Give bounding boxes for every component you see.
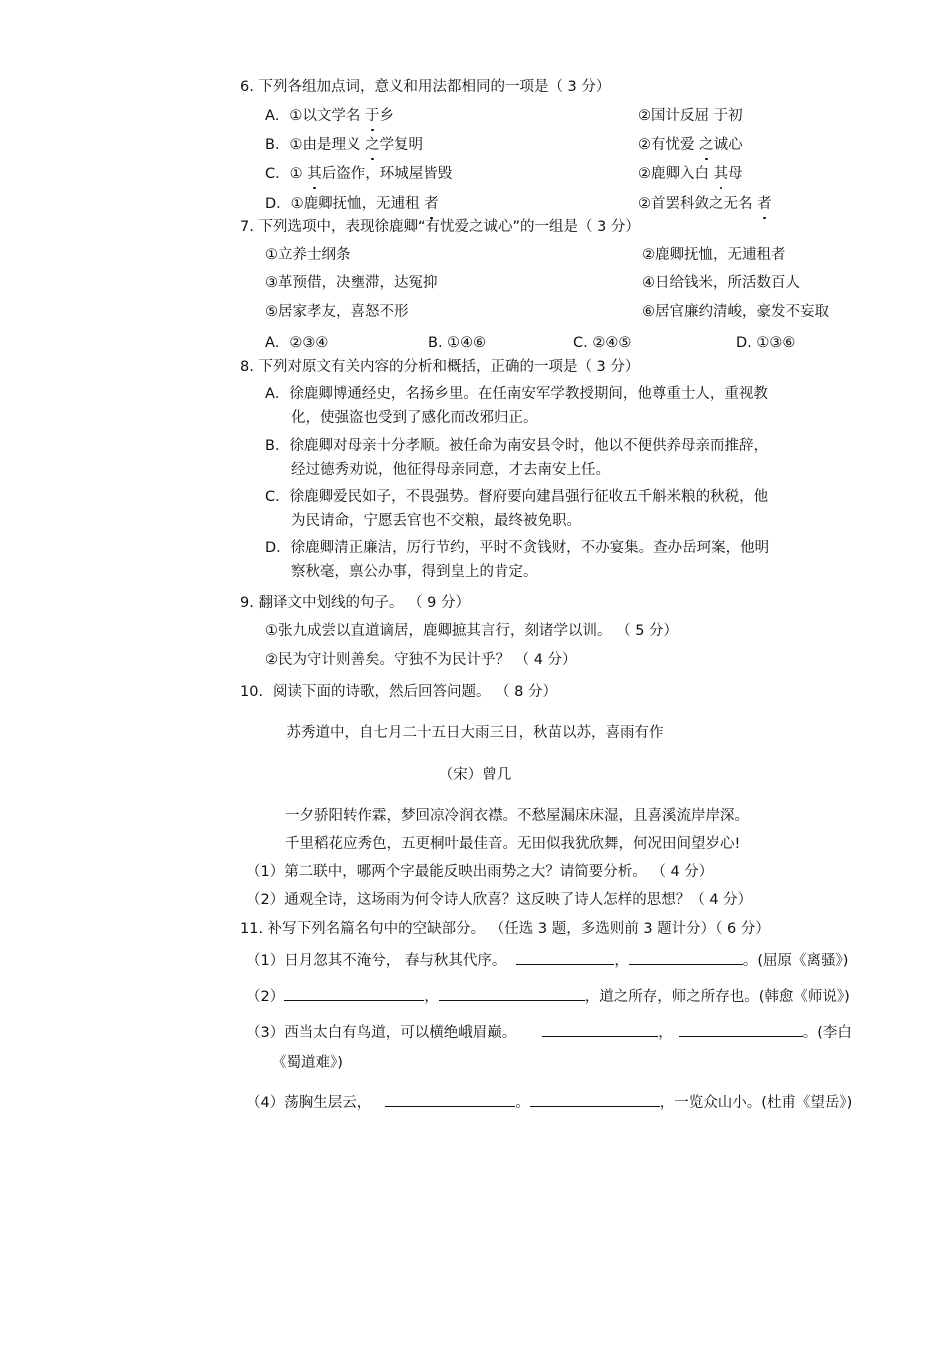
answer-blank[interactable] [439, 984, 585, 1001]
q6-option-b-left: B．①由是理义 之学复明 [265, 137, 424, 153]
emphasis-dot: 者 [424, 196, 439, 212]
q9-sentence-1: ①张九成尝以直道谪居，鹿卿摭其言行，刻诸学以训。 （ 5 分） [265, 623, 679, 639]
q11-fill-4: （4）荡胸生层云， 。 ，一览众山小。(杜甫《望岳》) [246, 1090, 852, 1113]
emphasis-dot: 之 [699, 137, 714, 153]
q8-option-b: B．徐鹿卿对母亲十分孝顺。被任命为南安县令时，他以不便供养母亲而推辞， [265, 438, 768, 454]
emphasis-dot: 者 [757, 196, 772, 212]
q8-option-a: A．徐鹿卿博通经史，名扬乡里。在任南安军学教授期间，他尊重士人，重视教 [265, 386, 768, 402]
q6-option-a-right: ②国计反屈 于初 [638, 108, 743, 124]
poem-author: （宋）曾几 [438, 767, 512, 783]
answer-blank[interactable] [385, 1090, 515, 1107]
q7-item-4: ④日给钱米，所活数百人 [642, 275, 800, 291]
poem-line-1: 一夕骄阳转作霖，梦回凉冷润衣襟。不愁屋漏床床湿，且喜溪流岸岸深。 [285, 808, 749, 824]
q7-item-2: ②鹿卿抚恤，无逋租者 [642, 247, 786, 263]
q8-option-c: C．徐鹿卿爱民如子，不畏强势。督府要向建昌强行征收五千斛米粮的秋税，他 [265, 489, 769, 505]
q6-option-b-right: ②有忧爱 之诚心 [638, 137, 743, 153]
q6-option-d-right: ②首罢科敛之无名 者 [638, 196, 772, 212]
q9-stem: 9. 翻译文中划线的句子。 （ 9 分） [240, 595, 470, 611]
q9-sentence-2: ②民为守计则善矣。守独不为民计乎？ （ 4 分） [265, 652, 577, 668]
q8-option-d: D．徐鹿卿清正廉洁，厉行节约，平时不贪钱财，不办宴集。查办岳珂案，他明 [265, 540, 770, 556]
q7-choice-b: B. ①④⑥ [428, 335, 487, 351]
q7-choice-c: C. ②④⑤ [573, 335, 632, 351]
q7-item-5: ⑤居家孝友，喜怒不形 [265, 304, 409, 320]
emphasis-dot: 其 [307, 166, 322, 182]
q6-option-a-left: A．①以文学名 于乡 [265, 108, 395, 124]
answer-blank[interactable] [516, 948, 614, 965]
q8-option-c-cont: 为民请命，宁愿丢官也不交粮，最终被免职。 [291, 513, 581, 529]
q10-subquestion-1: （1）第二联中，哪两个字最能反映出雨势之大？请简要分析。 （ 4 分） [246, 864, 714, 880]
q11-fill-3-source: 《蜀道难》) [272, 1055, 343, 1071]
q11-fill-3: （3）西当太白有鸟道，可以横绝峨眉巅。 ， 。(李白 [246, 1020, 852, 1043]
q8-stem: 8. 下列对原文有关内容的分析和概括，正确的一项是（ 3 分） [240, 359, 640, 375]
emphasis-dot: 于 [365, 108, 380, 124]
q6-stem: 6. 下列各组加点词，意义和用法都相同的一项是（ 3 分） [240, 79, 611, 95]
q6-option-c-left: C．① 其后盗作，环城屋皆毁 [265, 166, 453, 182]
answer-blank[interactable] [530, 1090, 660, 1107]
q7-choice-d: D. ①③⑥ [736, 335, 796, 351]
q8-option-d-cont: 察秋毫，禀公办事，得到皇上的肯定。 [291, 564, 538, 580]
answer-blank[interactable] [679, 1020, 803, 1037]
q11-fill-1: （1）日月忽其不淹兮， 春与秋其代序。 ， 。(屈原《离骚》) [246, 948, 848, 971]
answer-blank[interactable] [629, 948, 743, 965]
q7-choice-a: A．②③④ [265, 335, 329, 351]
q6-option-c-right: ②鹿卿入白 其母 [638, 166, 743, 182]
q10-subquestion-2: （2）通观全诗，这场雨为何令诗人欣喜？这反映了诗人怎样的思想？（ 4 分） [246, 892, 753, 908]
q11-fill-2: （2） ， ，道之所存，师之所存也。(韩愈《师说》) [246, 984, 850, 1007]
poem-line-2: 千里稻花应秀色，五更桐叶最佳音。无田似我犹欣舞，何况田间望岁心! [285, 836, 741, 852]
emphasis-dot: 其 [713, 166, 729, 182]
q11-stem: 11. 补写下列名篇名句中的空缺部分。 （任选 3 题，多选则前 3 题计分）（ 6 分） [240, 921, 770, 937]
q7-item-1: ①立养士纲条 [265, 247, 351, 263]
q7-item-3: ③革预借，决壅滞，达冤抑 [265, 275, 438, 291]
answer-blank[interactable] [542, 1020, 658, 1037]
q7-stem: 7. 下列选项中，表现徐鹿卿“有忧爱之诚心”的一组是（ 3 分） [240, 219, 640, 235]
emphasis-dot: 之 [365, 137, 380, 153]
q6-option-d-left: D．①鹿卿抚恤，无逋租 者 [265, 196, 439, 212]
q10-stem: 10．阅读下面的诗歌，然后回答问题。 （ 8 分） [240, 684, 558, 700]
poem-title: 苏秀道中，自七月二十五日大雨三日，秋苗以苏，喜雨有作 [286, 725, 664, 741]
answer-blank[interactable] [284, 984, 424, 1001]
q8-option-b-cont: 经过德秀劝说，他征得母亲同意，才去南安上任。 [291, 462, 610, 478]
q7-item-6: ⑥居官廉约清峻，豪发不妄取 [642, 304, 829, 320]
q8-option-a-cont: 化，使强盗也受到了感化而改邪归正。 [291, 410, 538, 426]
